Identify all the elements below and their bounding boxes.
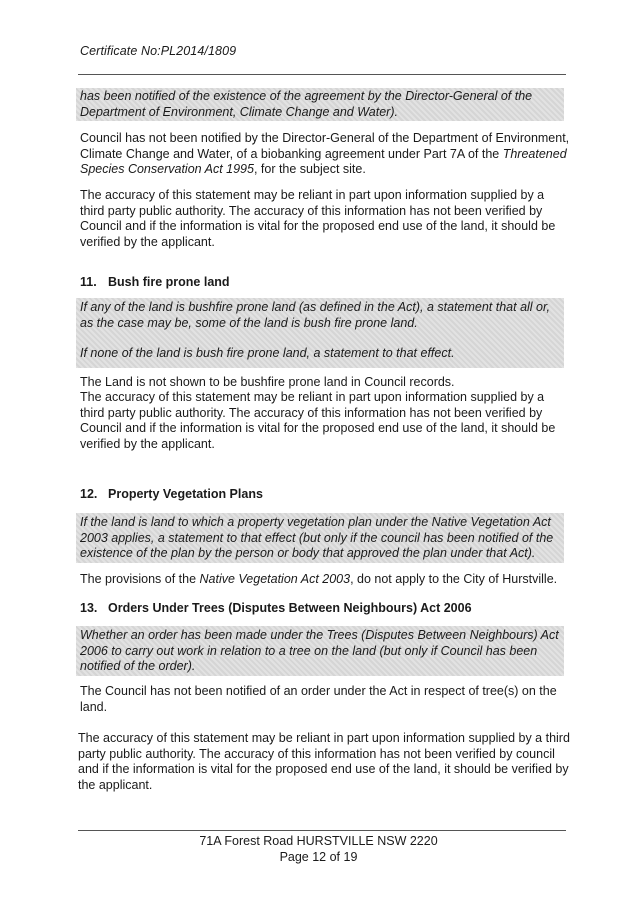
paragraph-s11-accuracy: The accuracy of this statement may be reliant in part upon information supplied by a third party public authority. The accuracy of this information has not been verified by Council and if the information is vital for the proposed end use of the land, it should be verified by the applicant. bbox=[80, 390, 556, 451]
s10-p1-act: Threatened Species Conservation Act 1995 bbox=[80, 146, 567, 176]
paragraph-s11-records: The Land is not shown to be bushfire prone land in Council records. bbox=[80, 375, 455, 389]
shaded-text-s11-b: If none of the land is bush fire prone land, a statement to that effect. bbox=[80, 346, 455, 360]
paragraph-s10-biobanking bbox=[80, 131, 572, 178]
footer-rule bbox=[78, 830, 566, 831]
shaded-text-s13: Whether an order has been made under the Trees (Disputes Between Neighbours) Act 2006 to carry out work in relation to a tree on the land (but only if Council has been notified of the order). bbox=[80, 628, 559, 673]
section-13-number: 13. bbox=[80, 601, 98, 615]
certificate-number: Certificate No:PL2014/1809 bbox=[80, 44, 237, 58]
s10-p1-b: , for the subject site. bbox=[253, 162, 366, 176]
section-13-title: Orders Under Trees (Disputes Between Neighbours) Act 2006 bbox=[108, 601, 472, 615]
section-11-title: Bush fire prone land bbox=[108, 275, 230, 289]
header-rule bbox=[78, 74, 566, 75]
shaded-text-s12: If the land is land to which a property vegetation plan under the Native Vegetation Act 2003 applies, a statement to that effect (but only if the council has been notified of the existence of the plan by the person or body that approved the plan under that Act). bbox=[80, 515, 554, 560]
paragraph-s12-provisions bbox=[80, 572, 570, 588]
section-11-heading bbox=[80, 275, 230, 289]
footer-page-number: Page 12 of 19 bbox=[279, 850, 358, 864]
section-12-number: 12. bbox=[80, 487, 98, 501]
shaded-text-s10: has been notified of the existence of the agreement by the Director-General of the Department of Environment, Climate Change and Water). bbox=[80, 89, 533, 119]
paragraph-s13-accuracy: The accuracy of this statement may be reliant in part upon information supplied by a third party public authority. The accuracy of this information has not been verified by council and if the information is vital for the proposed end use of the land, it should be verified by the applicant. bbox=[78, 731, 570, 792]
shaded-text-s11-a: If any of the land is bushfire prone land (as defined in the Act), a statement that all or, as the case may be, some of the land is bush fire prone land. bbox=[80, 300, 550, 330]
section-12-title: Property Vegetation Plans bbox=[108, 487, 263, 501]
footer-address: 71A Forest Road HURSTVILLE NSW 2220 bbox=[199, 834, 438, 848]
s12-p1-a: The provisions of the bbox=[80, 572, 200, 586]
section-11-number: 11. bbox=[80, 275, 97, 289]
paragraph-s10-accuracy: The accuracy of this statement may be reliant in part upon information supplied by a third party public authority. The accuracy of this information has not been verified by Council and if the information is vital for the proposed end use of the land, it should be verified by the applicant. bbox=[80, 188, 556, 249]
paragraph-s13-order: The Council has not been notified of an order under the Act in respect of tree(s) on the land. bbox=[80, 684, 557, 714]
s12-p1-act: Native Vegetation Act 2003 bbox=[199, 572, 351, 586]
s10-p1-a: Council has not been notified by the Director-General of the Department of Environment, Climate Change and Water, of a biobanking agreement under Part 7A of the bbox=[80, 131, 570, 161]
section-13-heading bbox=[80, 601, 472, 615]
section-12-heading bbox=[80, 487, 263, 501]
s12-p1-b: , do not apply to the City of Hurstville. bbox=[350, 572, 558, 586]
